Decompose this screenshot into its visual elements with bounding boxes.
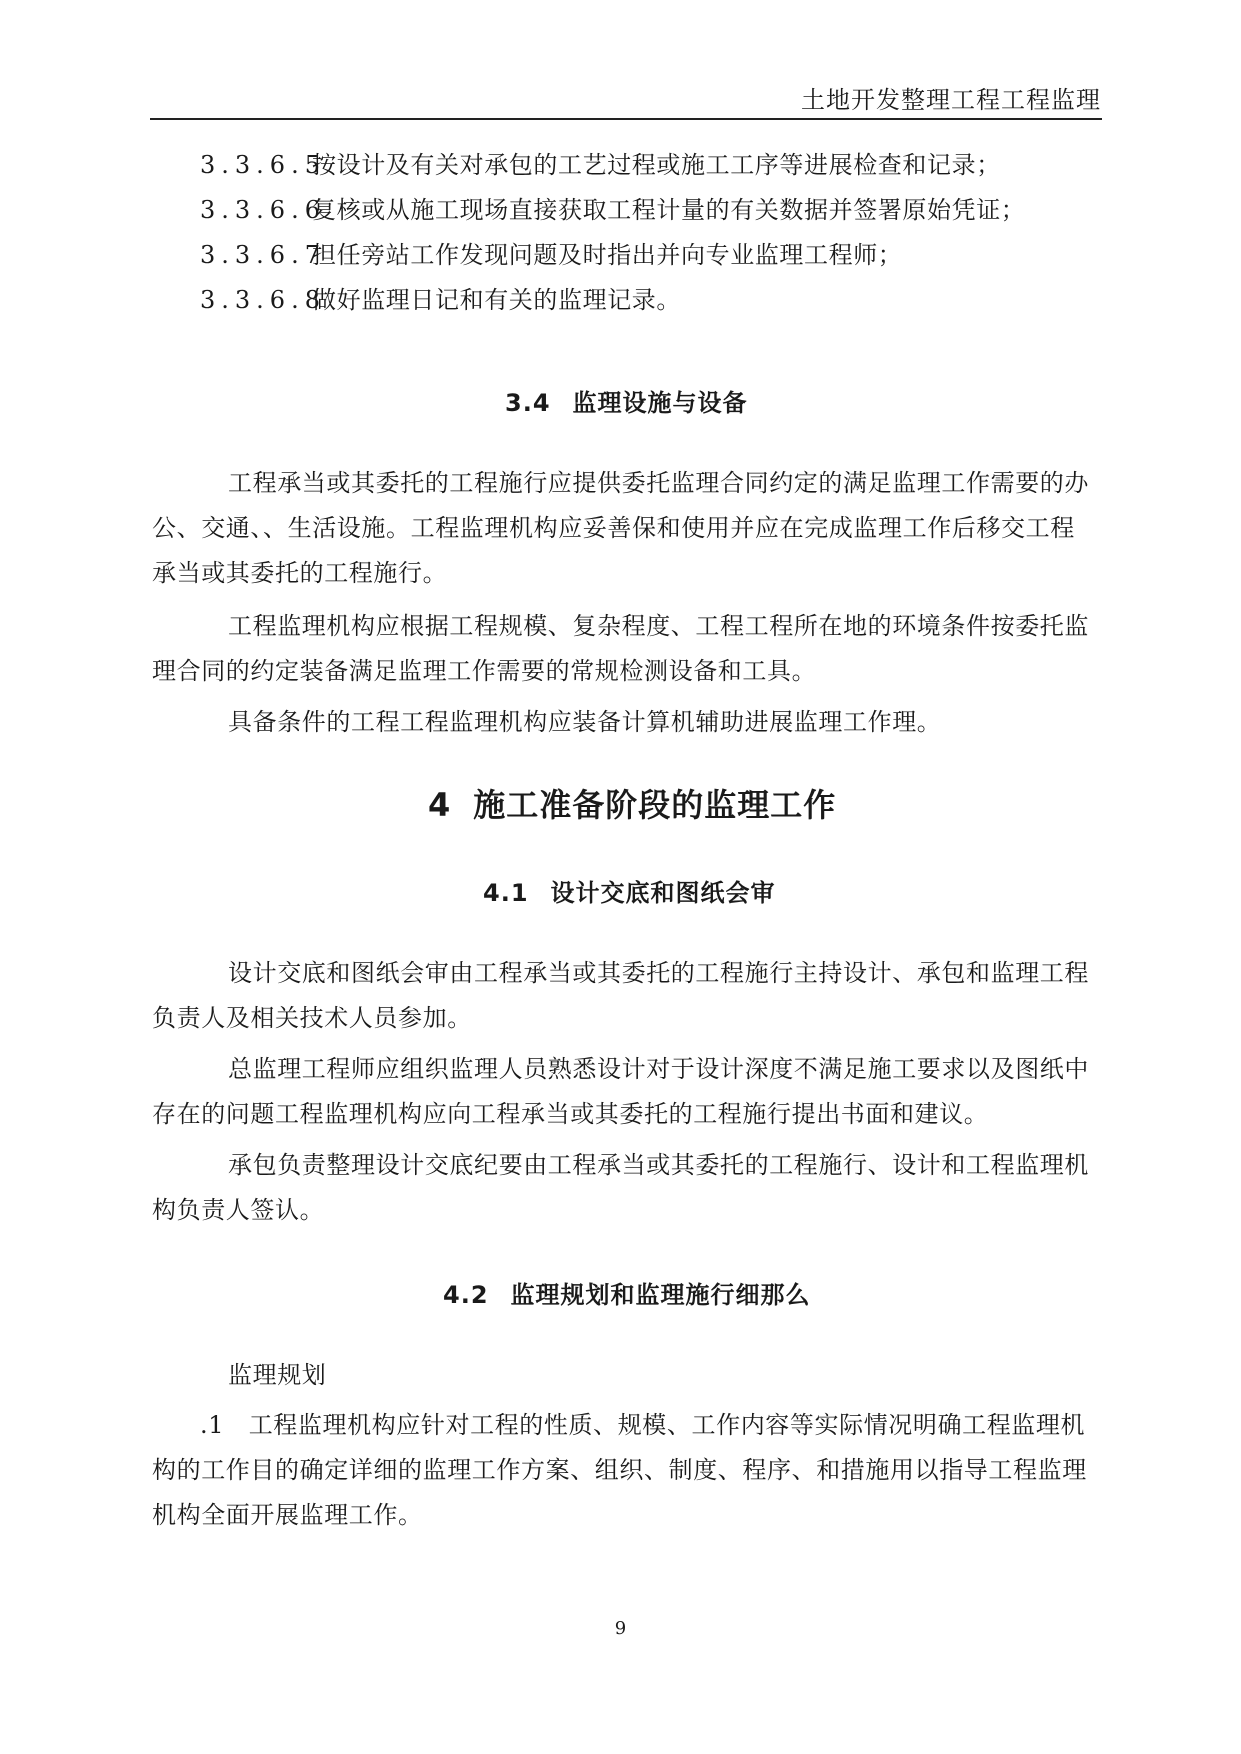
chapter-number: 4 xyxy=(428,786,452,824)
paragraph-line: 具备条件的工程工程监理机构应装备计算机辅助进展监理工作理。 xyxy=(228,708,942,736)
section-title: 设计交底和图纸会审 xyxy=(550,879,776,907)
list-item xyxy=(200,190,1025,225)
list-item-text: 按设计及有关对承包的工艺过程或施工工序等进展检查和记录； xyxy=(312,151,1001,179)
page-number: 9 xyxy=(614,1618,627,1639)
chapter-heading-4 xyxy=(428,780,836,826)
header-title: 土地开发整理工程工程监理 xyxy=(801,86,1101,114)
section-number: 3.4 xyxy=(505,389,551,417)
list-item-text: 担任旁站工作发现问题及时指出并向专业监理工程师； xyxy=(312,241,903,269)
list-item xyxy=(200,235,902,270)
paragraph-line: 理合同的约定装备满足监理工作需要的常规检测设备和工具。 xyxy=(152,657,817,685)
paragraph-line: 负责人及相关技术人员参加。 xyxy=(152,1004,472,1032)
list-item-text: 做好监理日记和有关的监理记录。 xyxy=(312,286,681,314)
list-item-number: 3.3.6.7 xyxy=(200,241,326,269)
paragraph-line: 工程监理机构应根据工程规模、复杂程度、工程工程所在地的环境条件按委托监 xyxy=(228,612,1089,640)
paragraph-line: 构的工作目的确定详细的监理工作方案、组织、制度、程序、和措施用以指导工程监理 xyxy=(152,1456,1087,1484)
paragraph-line: 构负责人签认。 xyxy=(152,1196,325,1224)
chapter-title: 施工准备阶段的监理工作 xyxy=(473,786,837,824)
list-item-number: 3.3.6.6 xyxy=(200,196,326,224)
paragraph-line: 机构全面开展监理工作。 xyxy=(152,1501,423,1529)
paragraph-line: 承包负责整理设计交底纪要由工程承当或其委托的工程施行、设计和工程监理机 xyxy=(228,1151,1089,1179)
section-heading-3-4 xyxy=(505,383,748,418)
section-title: 监理规划和监理施行细那么 xyxy=(510,1281,811,1309)
paragraph-line: 承当或其委托的工程施行。 xyxy=(152,559,448,587)
section-number: 4.2 xyxy=(443,1281,489,1309)
header-divider xyxy=(150,118,1102,120)
paragraph-line: 总监理工程师应组织监理人员熟悉设计对于设计深度不满足施工要求以及图纸中 xyxy=(228,1055,1089,1083)
paragraph-line: 监理规划 xyxy=(228,1361,327,1389)
paragraph-line: 公、交通、、生活设施。工程监理机构应妥善保和使用并应在完成监理工作后移交工程 xyxy=(152,514,1075,542)
paragraph-line: 设计交底和图纸会审由工程承当或其委托的工程施行主持设计、承包和监理工程 xyxy=(228,959,1089,987)
section-number: 4.1 xyxy=(483,879,529,907)
list-item xyxy=(200,280,681,315)
paragraph-line: .1 工程监理机构应针对工程的性质、规模、工作内容等实际情况明确工程监理机 xyxy=(200,1411,1086,1439)
section-heading-4-1 xyxy=(483,873,776,908)
paragraph-line: 工程承当或其委托的工程施行应提供委托监理合同约定的满足监理工作需要的办 xyxy=(228,469,1089,497)
list-item-number: 3.3.6.5 xyxy=(200,151,326,179)
list-item xyxy=(200,145,1001,180)
paragraph-line: 存在的问题工程监理机构应向工程承当或其委托的工程施行提出书面和建议。 xyxy=(152,1100,989,1128)
section-heading-4-2 xyxy=(443,1275,811,1310)
list-item-number: 3.3.6.8 xyxy=(200,286,326,314)
section-title: 监理设施与设备 xyxy=(572,389,748,417)
list-item-text: 复核或从施工现场直接获取工程计量的有关数据并签署原始凭证； xyxy=(312,196,1026,224)
